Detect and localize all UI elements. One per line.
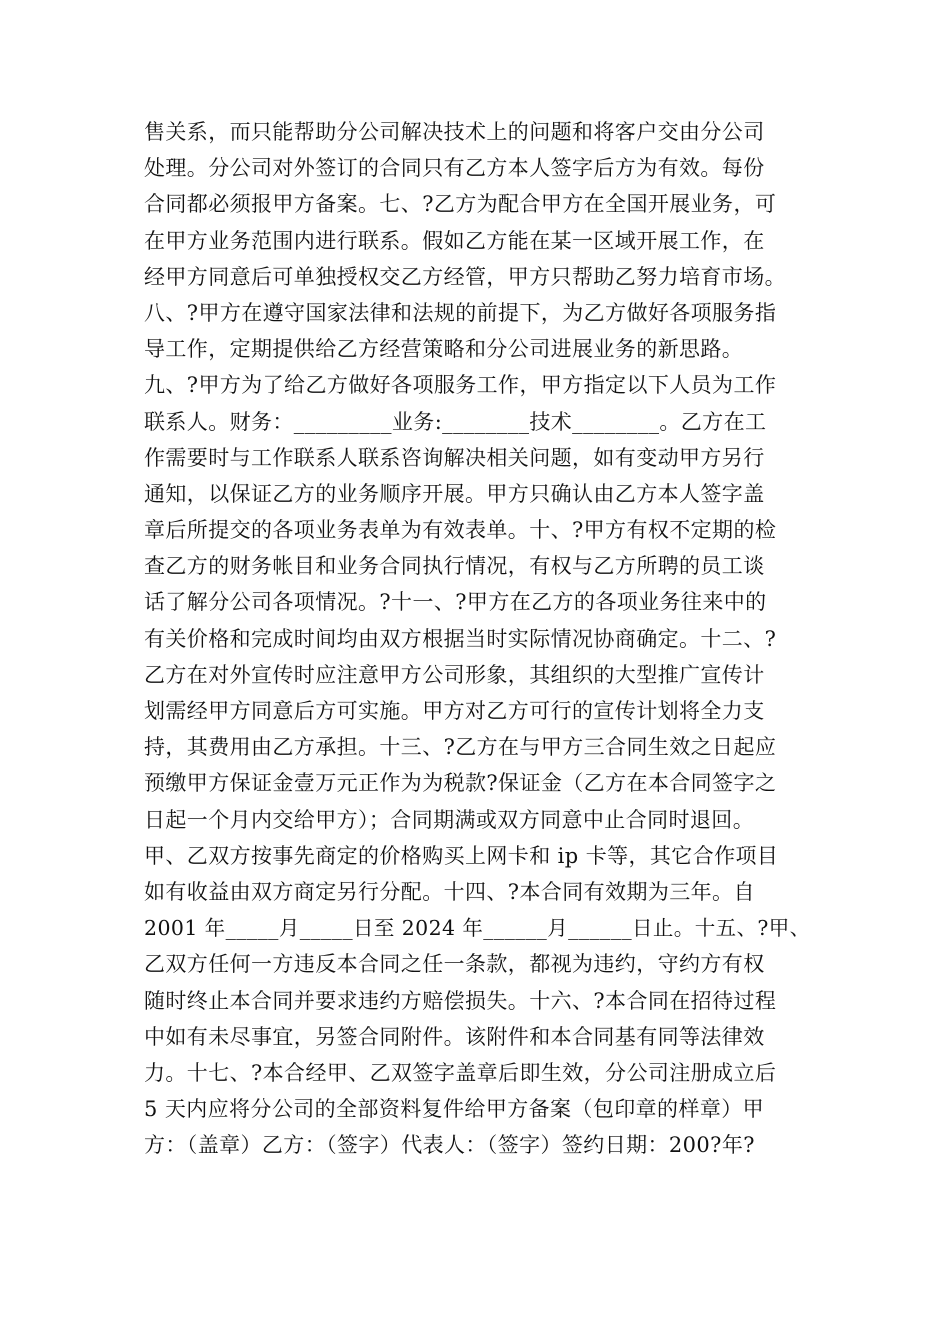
- text-line: 划需经甲方同意后方可实施。甲方对乙方可行的宣传计划将全力支: [144, 699, 765, 723]
- text-line: 处理。分公司对外签订的合同只有乙方本人签字后方为有效。每份: [144, 156, 765, 181]
- text-line: 甲、乙双方按事先商定的价格购买上网卡和 ip 卡等，其它合作项目: [144, 843, 779, 868]
- text-line: 预缴甲方保证金壹万元正作为为税款?保证金（乙方在本合同签字之: [144, 771, 777, 796]
- text-line: 乙双方任何一方违反本合同之任一条款，都视为违约，守约方有权: [144, 952, 765, 977]
- text-line: 作需要时与工作联系人联系咨询解决相关问题，如有变动甲方另行: [144, 445, 765, 470]
- text-line: 售关系，而只能帮助分公司解决技术上的问题和将客户交由分公司: [144, 120, 765, 144]
- text-line: 有关价格和完成时间均由双方根据当时实际情况协商确定。十二、?: [144, 626, 777, 651]
- text-line: 随时终止本合同并要求违约方赔偿损失。十六、?本合同在招待过程: [144, 988, 777, 1013]
- text-line: 持，其费用由乙方承担。十三、?乙方在与甲方三合同生效之日起应: [144, 735, 777, 760]
- text-line: 方：（盖章）乙方：（签字）代表人：（签字）签约日期：200?年?: [144, 1133, 755, 1158]
- text-line: 中如有未尽事宜，另签合同附件。该附件和本合同基有同等法律效: [144, 1024, 765, 1049]
- text-line: 5 天内应将分公司的全部资料复件给甲方备案（包印章的样章）甲: [144, 1097, 765, 1122]
- text-line: 九、?甲方为了给乙方做好各项服务工作，甲方指定以下人员为工作: [144, 373, 777, 398]
- text-line: 查乙方的财务帐目和业务合同执行情况，有权与乙方所聘的员工谈: [144, 554, 765, 579]
- text-line: 日起一个月内交给甲方）；合同期满或双方同意中止合同时退回。: [144, 807, 755, 832]
- text-line: 章后所提交的各项业务表单为有效表单。十、?甲方有权不定期的检: [144, 518, 777, 543]
- text-line: 乙方在对外宣传时应注意甲方公司形象，其组织的大型推广宣传计: [144, 662, 765, 687]
- text-line: 2001 年_____月_____日至 2024 年______月______日止。十五、?甲、: [144, 916, 811, 941]
- text-line: 如有收益由双方商定另行分配。十四、?本合同有效期为三年。自: [144, 879, 755, 904]
- text-line: 导工作，定期提供给乙方经营策略和分公司进展业务的新思路。: [144, 337, 744, 362]
- contract-text: [144, 114, 816, 1163]
- text-line: 合同都必须报甲方备案。七、?乙方为配合甲方在全国开展业务，可: [144, 192, 777, 217]
- text-line: 联系人。财务：_________业务:________技术________。乙方在工: [144, 409, 767, 434]
- text-line: 通知，以保证乙方的业务顺序开展。甲方只确认由乙方本人签字盖: [144, 481, 765, 506]
- text-line: 在甲方业务范围内进行联系。假如乙方能在某一区域开展工作，在: [144, 228, 765, 253]
- text-line: 力。十七、?本合经甲、乙双签字盖章后即生效，分公司注册成立后: [144, 1060, 777, 1085]
- text-line: 话了解分公司各项情况。?十一、?甲方在乙方的各项业务往来中的: [144, 590, 767, 615]
- text-line: 八、?甲方在遵守国家法律和法规的前提下，为乙方做好各项服务指: [144, 300, 777, 325]
- text-line: 经甲方同意后可单独授权交乙方经管，甲方只帮助乙努力培育市场。: [144, 264, 786, 289]
